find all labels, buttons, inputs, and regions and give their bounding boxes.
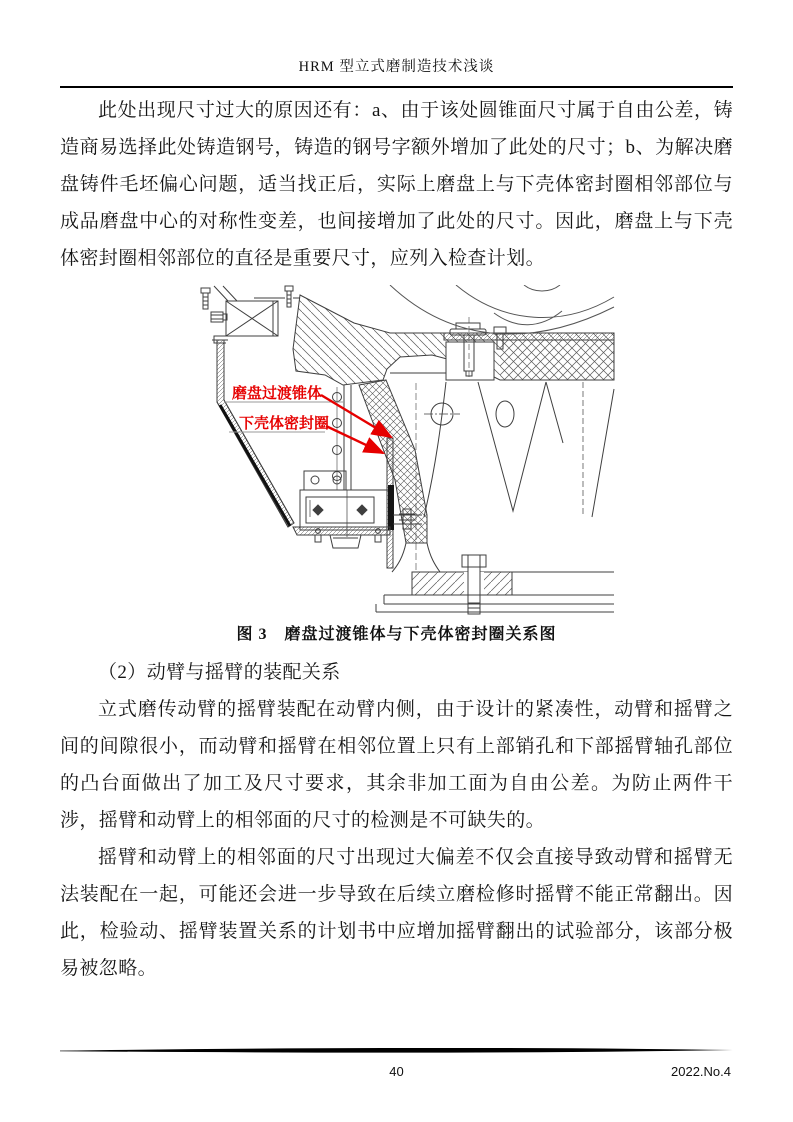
technical-drawing <box>194 285 619 615</box>
figure-label-seal-ring: 下壳体密封圈 <box>239 415 330 432</box>
running-header <box>60 0 733 88</box>
figure-label-transition-cone: 磨盘过渡锥体 <box>232 385 323 402</box>
footer-row <box>60 1064 733 1082</box>
leader-arrow-seal-ring <box>326 426 383 453</box>
footer-rule <box>60 1047 733 1055</box>
issue-label: 2022.No.4 <box>671 1064 731 1079</box>
figure-3-caption: 图 3 磨盘过渡锥体与下壳体密封圈关系图 <box>236 626 557 643</box>
paragraph-2: 立式磨传动臂的摇臂装配在动臂内侧，由于设计的紧凑性，动臂和摇臂之间的间隙很小，而动臂和摇臂在相邻位置上只有上部销孔和下部摇臂轴孔部位的凸台面做出了加工及尺寸要求，其余非加工面为自由公差。为防止两件干涉，摇臂和动臂上的相邻面的尺寸的检测是不可缺失的。 <box>60 699 733 831</box>
page-content <box>60 0 733 987</box>
page-footer <box>60 1042 733 1082</box>
paragraph-3: 摇臂和动臂上的相邻面的尺寸出现过大偏差不仅会直接导致动臂和摇臂无法装配在一起，可能还会进一步导致在后续立磨检修时摇臂不能正常翻出。因此，检验动、摇臂装置关系的计划书中应增加摇臂翻出的试验部分，该部分极易被忽略。 <box>60 847 733 979</box>
section-heading-2: （2）动臂与摇臂的装配关系 <box>98 662 341 683</box>
running-header-title: HRM 型立式磨制造技术浅谈 <box>298 59 495 75</box>
figure-3 <box>194 285 619 620</box>
paragraph-1: 此处出现尺寸过大的原因还有：a、由于该处圆锥面尺寸属于自由公差，铸造商易选择此处铸造钢号，铸造的钢号字额外增加了此处的尺寸；b、为解决磨盘铸件毛坯偏心问题，适当找正后，实际上磨盘上与下壳体密封圈相邻部位与成品磨盘中心的对称性变差，也间接增加了此处的尺寸。因此，磨盘上与下壳体密封圈相邻部位的直径是重要尺寸，应列入检查计划。 <box>60 100 733 269</box>
page-number: 40 <box>389 1064 404 1079</box>
